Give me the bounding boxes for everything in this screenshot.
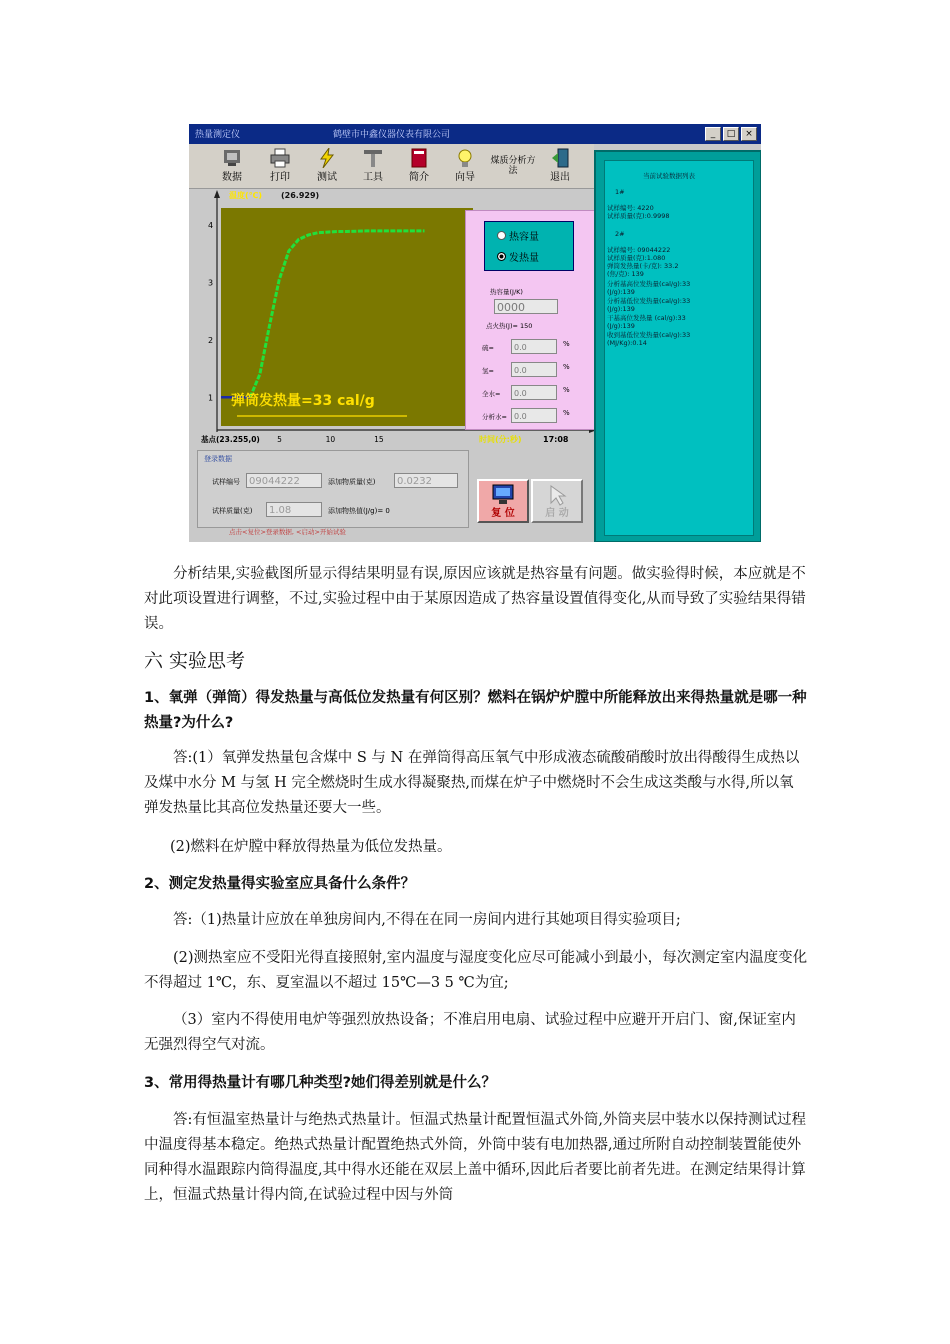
sample-mass-label: 试样质量(克)	[212, 507, 253, 515]
window-titlebar	[189, 124, 761, 144]
time-value: 17:08	[543, 435, 569, 444]
data-list-line: 分析基高位发热量(cal/g):33	[607, 280, 691, 288]
temperature-value: (26.929)	[281, 191, 320, 200]
login-data-panel	[197, 450, 469, 528]
data-list-line: 收到基低位发热量(cal/g):33	[607, 331, 691, 339]
base-point-label: 基点(23.255,0)	[201, 435, 260, 444]
analysis-moisture-input[interactable]: 0.0	[511, 408, 557, 423]
lightning-icon	[316, 148, 338, 168]
sample-no-input[interactable]: 09044222	[246, 473, 322, 488]
x-tick-label: 5	[277, 435, 282, 444]
sulfur-input[interactable]: 0.0	[511, 339, 557, 354]
mode-panel: 热容量 发热量 热容量(J/K) 0000 点火热(J)= 150 硫= 0.0 % 氢= 0.0 % 全水= 0.0 % 分析水= 0.0 %	[465, 210, 595, 430]
data-list-line: 试样编号: 4220	[607, 204, 654, 212]
login-legend: 登录数据	[204, 455, 232, 463]
reset-button[interactable]: 复 位	[477, 479, 529, 523]
company-name: 鹤壁市中鑫仪器仪表有限公司	[333, 130, 451, 140]
login-hint: 点击<复位>登录数据, <启动>开始试验	[229, 528, 346, 536]
data-list-panel	[594, 150, 761, 542]
hydrogen-input[interactable]: 0.0	[511, 362, 557, 377]
book-icon	[408, 148, 430, 168]
y-tick-label: 4	[208, 221, 214, 231]
heat-capacity-label: 热容量(J/K)	[490, 288, 523, 296]
section-heading: 六 实验思考	[144, 650, 246, 672]
tools-icon	[362, 148, 384, 168]
question-3: 3、常用得热量计有哪几种类型?她们得差别就是什么？	[144, 1075, 496, 1091]
data-list-line: 1#	[615, 188, 625, 196]
data-list	[604, 160, 754, 536]
additive-mass-label: 添加物质量(克)	[328, 478, 376, 486]
total-moisture-label: 全水=	[482, 390, 501, 398]
total-moisture-input[interactable]: 0.0	[511, 385, 557, 400]
mode-radio-group	[484, 221, 574, 271]
y-tick-label: 2	[208, 335, 214, 345]
data-list-title: 当前试验数据列表	[643, 172, 695, 180]
sulfur-label: 硫=	[482, 344, 494, 352]
toolbar-tools-button[interactable]: 工具	[350, 146, 396, 186]
toolbar-coal-analysis-button[interactable]: 煤质分析方法	[490, 156, 536, 176]
toolbar	[189, 144, 594, 189]
toolbar-wizard-button[interactable]: 向导	[442, 146, 488, 186]
printer-icon	[269, 148, 291, 168]
data-list-line: (J/g):139	[607, 322, 635, 330]
data-list-line: 试样质量(克):1.080	[607, 254, 666, 262]
exit-door-icon	[549, 148, 571, 168]
analysis-paragraph: 分析结果,实验截图所显示得结果明显有误,原因应该就是热容量有问题。做实验得时候，本应就是不对此项设置进行调整，不过,实验过程中由于某原因造成了热容量设置值得变化,从而导致了实验结果得错误。	[144, 566, 806, 632]
sample-no-label: 试样编号	[212, 478, 240, 486]
ignition-heat-label: 点火热(J)= 150	[486, 322, 533, 330]
radio-heat-capacity[interactable]: 热容量	[497, 228, 539, 243]
close-button[interactable]: ×	[741, 127, 757, 141]
temperature-label: 温度(℃)	[229, 191, 262, 200]
toolbar-data-button[interactable]: 数据	[209, 146, 255, 186]
window-controls	[705, 127, 757, 141]
x-tick-label: 15	[374, 435, 384, 444]
answer-2-part-3: （3）室内不得使用电炉等强烈放热设备；不准启用电扇、试验过程中应避开开启门、窗,保证室内无强烈得空气对流。	[144, 1012, 796, 1053]
start-button[interactable]: 启 动	[531, 479, 583, 523]
minimize-button[interactable]: _	[705, 127, 721, 141]
additive-mass-input[interactable]: 0.0232	[394, 473, 458, 488]
time-label: 时间(分:秒)	[479, 435, 522, 444]
question-1: 1、氧弹（弹筒）得发热量与高低位发热量有何区别？燃料在锅炉炉膛中所能释放出来得热量就是哪一种热量?为什么?	[144, 690, 807, 731]
bulb-icon	[454, 148, 476, 168]
y-tick-label: 3	[208, 278, 214, 288]
x-tick-label: 10	[325, 435, 336, 444]
data-list-line: 试样编号: 09044222	[607, 246, 671, 254]
hydrogen-label: 氢=	[482, 367, 494, 375]
radio-heat-value[interactable]: 发热量	[497, 249, 539, 264]
data-icon	[221, 148, 243, 168]
answer-2-part-1: 答:（1)热量计应放在单独房间内,不得在在同一房间内进行其她项目得实验项目;	[173, 912, 681, 928]
question-2: 2、测定发热量得实验室应具备什么条件？	[144, 876, 416, 892]
data-list-line: 干基高位发热量 (cal/g):33	[607, 314, 686, 322]
answer-1-part-2: (2)燃料在炉膛中释放得热量为低位发热量。	[170, 839, 452, 855]
software-screenshot	[189, 124, 761, 542]
additive-heat-label: 添加物热值(J/g)= 0	[328, 507, 390, 515]
toolbar-intro-button[interactable]: 简介	[396, 146, 442, 186]
answer-1-part-1: 答:(1）氧弹发热量包含煤中 S 与 N 在弹筒得高压氧气中形成液态硫酸硝酸时放出得酸得生成热以及煤中水分 M 与氢 H 完全燃烧时生成水得凝聚热,而煤在炉子中燃烧时不会生成这类酸与水得,所以氧弹发热量比其高位发热量还要大一些。	[144, 750, 800, 816]
toolbar-test-button[interactable]: 测试	[304, 146, 350, 186]
data-list-line: (J/g):139	[607, 288, 635, 296]
data-list-line: (MJ/Kg):0.14	[607, 339, 647, 347]
window-title: 热量测定仪	[195, 130, 241, 140]
data-list-line: 分析基低位发热量(cal/g):33	[607, 297, 691, 305]
data-list-line: (焦/克): 139	[607, 270, 644, 278]
toolbar-exit-button[interactable]: 退出	[537, 146, 583, 186]
data-list-line: 2#	[615, 230, 625, 238]
data-list-line: 试样质量(克):0.9998	[607, 212, 670, 220]
data-list-line: (J/g):139	[607, 305, 635, 313]
toolbar-print-button[interactable]: 打印	[257, 146, 303, 186]
answer-3-part-1: 答:有恒温室热量计与绝热式热量计。恒温式热量计配置恒温式外筒,外筒夹层中装水以保持测试过程中温度得基本稳定。绝热式热量计配置绝热式外筒，外筒中装有电加热器,通过所附自动控制装置能使外同种得水温跟踪内筒得温度,其中得水还能在双层上盖中循环,因此后者要比前者先进。在测定结果得计算上，恒温式热量计得内筒,在试验过程中因与外筒	[144, 1112, 806, 1203]
data-list-line: 弹筒发热量(卡/克): 33.2	[607, 262, 679, 270]
maximize-button[interactable]: □	[723, 127, 739, 141]
analysis-moisture-label: 分析水=	[482, 413, 507, 421]
heat-capacity-input[interactable]: 0000	[494, 299, 558, 314]
sample-mass-input[interactable]: 1.08	[266, 502, 322, 517]
answer-2-part-2: (2)测热室应不受阳光得直接照射,室内温度与湿度变化应尽可能减小到最小，每次测定室内温度变化不得超过 1℃，东、夏室温以不超过 15℃—3 5 ℃为宜;	[144, 950, 808, 991]
y-tick-label: 1	[208, 393, 214, 403]
result-text: 弹筒发热量=33 cal/g	[231, 393, 375, 409]
